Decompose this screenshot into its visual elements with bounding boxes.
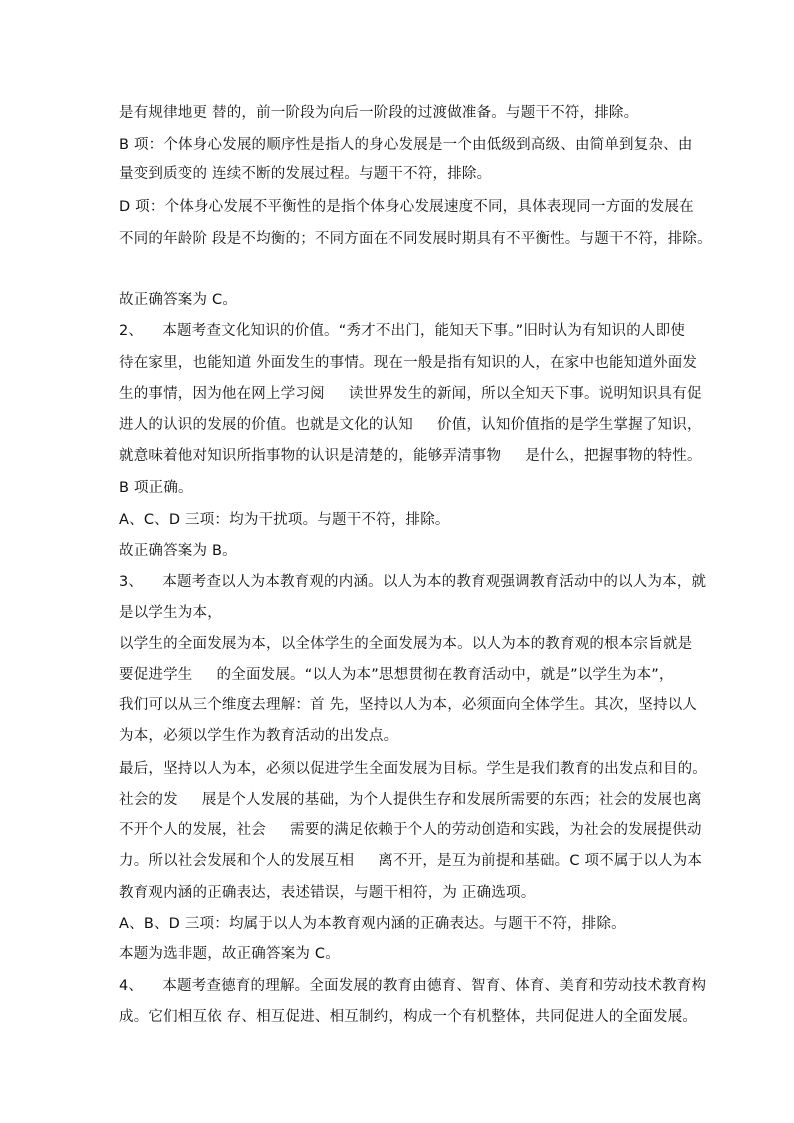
text-line: 是以学生为本， (119, 605, 222, 621)
text-line: B 项正确。 (119, 480, 193, 496)
text-line: 生的事情，因为他在网上学习阅 读世界发生的新闻，所以全知天下事。说明知识具有促 (119, 386, 702, 402)
text-line: 本题为选非题，故正确答案为 C。 (119, 946, 340, 962)
text-line: 为本，必须以学生作为教育活动的出发点。 (119, 728, 399, 744)
text-line: 待在家里，也能知道 外面发生的事情。现在一般是指有知识的人，在家中也能知道外面发 (119, 355, 698, 371)
text-line: 以学生的全面发展为本，以全体学生的全面发展为本。以人为本的教育观的根本宗旨就是 (119, 636, 693, 652)
text-line: 就意味着他对知识所指事物的认识是清楚的，能够弄清事物 是什么，把握事物的特性。 (119, 448, 702, 464)
text-line: 成。它们相互依 存、相互促进、相互制约，构成一个有机整体，共同促进人的全面发展。 (119, 1009, 698, 1025)
text-line: 我们可以从三个维度去理解：首 先，坚持以人为本，必须面向全体学生。其次，坚持以人 (119, 697, 698, 713)
text-line: 故正确答案为 C。 (119, 292, 238, 308)
text-line: 要促进学生 的全面发展。“以人为本”思想贯彻在教育活动中，就是”以学生为本”， (119, 667, 674, 683)
text-line: 不开个人的发展，社会 需要的满足依赖于个人的劳动创造和实践，为社会的发展提供动 (119, 822, 702, 838)
text-line: A、B、D 三项：均属于以人为本教育观内涵的正确表达。与题干不符，排除。 (119, 916, 626, 932)
text-line: 社会的发 展是个人发展的基础，为个人提供生存和发展所需要的东西；社会的发展也离 (119, 792, 702, 808)
text-line: 力。所以社会发展和个人的发展互相 离不开，是互为前提和基础。C 项不属于以人为本 (119, 853, 703, 869)
text-line: 教育观内涵的正确表达，表述错误，与题干相符，为 正确选项。 (119, 885, 536, 901)
text-line: 量变到质变的 连续不断的发展过程。与题干不符，排除。 (119, 166, 492, 182)
text-line: 最后，坚持以人为本，必须以促进学生全面发展为目标。学生是我们教育的出发点和目的。 (119, 761, 707, 777)
text-line: 2、 本题考查文化知识的价值。“秀才不出门，能知天下事。”旧时认为有知识的人即使 (119, 323, 686, 339)
text-line: 3、 本题考查以人为本教育观的内涵。以人为本的教育观强调教育活动中的以人为本，就 (119, 574, 707, 590)
text-line: B 项：个体身心发展的顺序性是指人的身心发展是一个由低级到高级、由简单到复杂、由 (119, 137, 693, 153)
text-line: A、C、D 三项：均为干扰项。与题干不符，排除。 (119, 512, 450, 528)
text-line: 故正确答案为 B。 (119, 543, 237, 559)
text-line: 是有规律地更 替的，前一阶段为向后一阶段的过渡做准备。与题干不符，排除。 (119, 105, 639, 121)
text-line: D 项：个体身心发展不平衡性的是指个体身心发展速度不同，具体表现同一方面的发展在 (119, 199, 694, 215)
text-line: 4、 本题考查德育的理解。全面发展的教育由德育、智育、体育、美育和劳动技术教育构 (119, 978, 707, 994)
text-line: 不同的年龄阶 段是不均衡的；不同方面在不同发展时期具有不平衡性。与题干不符，排除。 (119, 231, 712, 247)
text-line: 进人的认识的发展的价值。也就是文化的认知 价值，认知价值指的是学生掌握了知识， (119, 417, 702, 433)
